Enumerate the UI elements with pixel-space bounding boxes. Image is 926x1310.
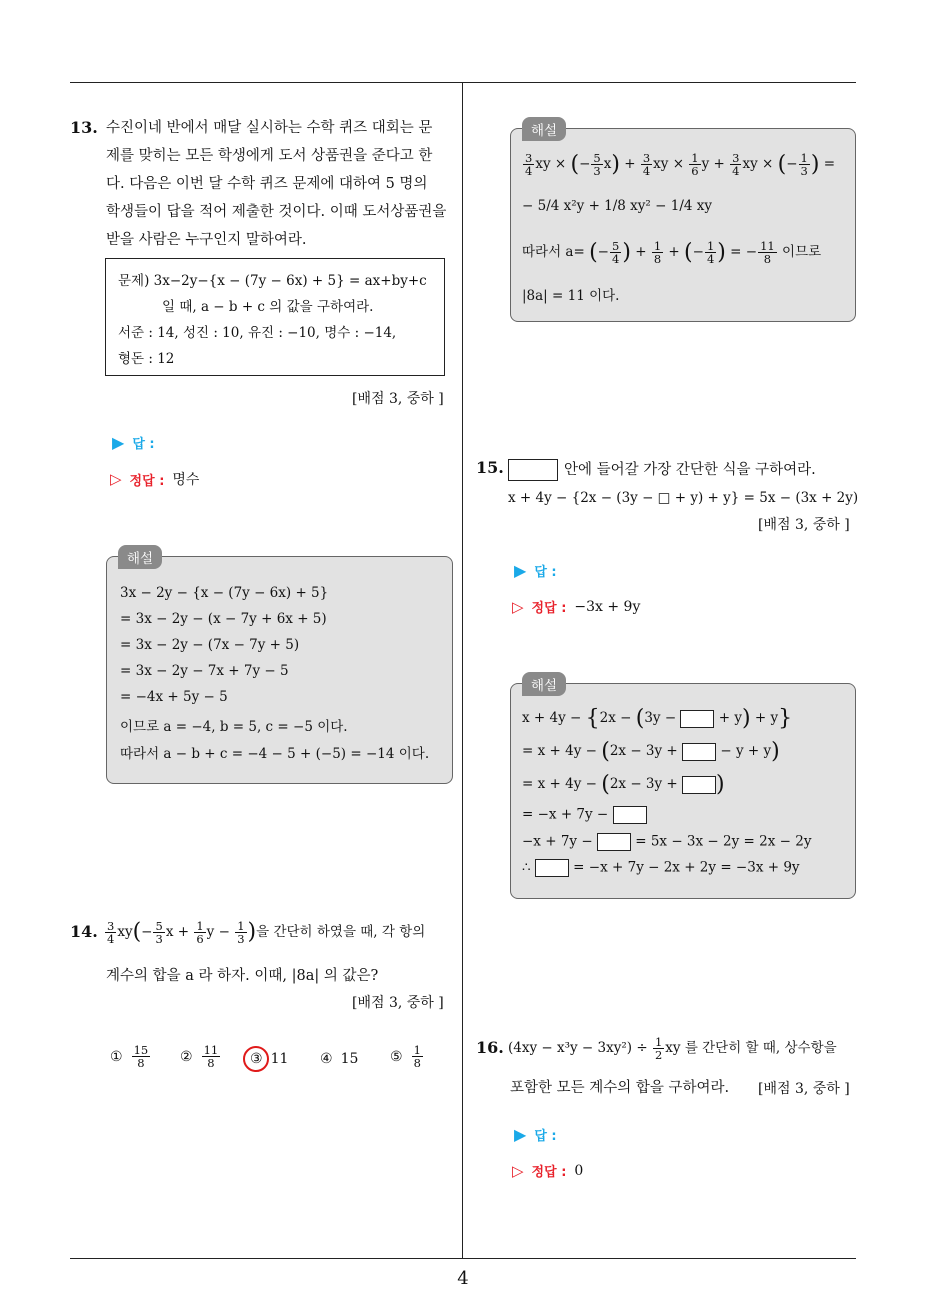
open-triangle-icon: ▷ bbox=[512, 597, 524, 616]
q14-sol-line-2: − 5/4 x²y + 1/8 xy² − 1/4 xy bbox=[522, 198, 712, 214]
q13-answer-row[interactable] bbox=[112, 433, 155, 452]
q15-correct-row bbox=[512, 597, 640, 616]
q15-correct-label: 정답 : bbox=[531, 601, 567, 616]
q13-box-line-4: 형돈 : 12 bbox=[118, 351, 175, 367]
q16-meta: [배점 3, 중하 ] bbox=[758, 1081, 850, 1097]
q14-choice-5[interactable]: ⑤ $\frac{1}{8}$ bbox=[390, 1043, 421, 1070]
q15-sol-line-2: = x + 4y − (2x − 3y + − y + y) bbox=[522, 739, 780, 764]
q13-sol-line-6: 이므로 a = −4, b = 5, c = −5 이다. bbox=[120, 719, 348, 735]
q16-answer-row[interactable] bbox=[514, 1125, 557, 1144]
column-divider bbox=[462, 82, 463, 1258]
q14-choice-3[interactable]: ③ 11 bbox=[250, 1051, 289, 1067]
q13-line-2: 제를 맞히는 모든 학생에게 도서 상품권을 준다고 한 bbox=[106, 148, 433, 164]
open-triangle-icon: ▷ bbox=[512, 1161, 524, 1180]
q13-sol-line-7: 따라서 a − b + c = −4 − 5 + (−5) = −14 이다. bbox=[120, 746, 430, 762]
q15-correct-value: −3x + 9y bbox=[574, 598, 641, 615]
q15-number: 15. bbox=[476, 458, 504, 477]
q15-solution-tag: 해설 bbox=[522, 672, 566, 696]
open-triangle-icon: ▷ bbox=[110, 470, 122, 488]
q13-problem-box bbox=[105, 258, 445, 376]
q15-answer-row[interactable] bbox=[514, 561, 557, 580]
play-icon: ▶ bbox=[514, 1125, 527, 1144]
q14-choice-1[interactable]: ① $\frac{15}{8}$ bbox=[110, 1043, 149, 1070]
q14-number: 14. bbox=[70, 922, 98, 941]
q13-box-line-3: 서준 : 14, 성진 : 10, 유진 : −10, 명수 : −14, bbox=[118, 325, 397, 341]
q13-line-5: 받을 사람은 누구인지 말하여라. bbox=[106, 232, 307, 248]
q13-sol-line-4: = 3x − 2y − 7x + 7y − 5 bbox=[120, 663, 289, 679]
q13-number: 13. bbox=[70, 118, 98, 137]
q13-line-4: 학생들이 답을 적어 제출한 것이다. 이때 도서상품권을 bbox=[106, 204, 447, 220]
q16-correct-value: 0 bbox=[574, 1162, 584, 1179]
q16-text-b: xy 를 간단히 할 때, 상수항을 bbox=[665, 1040, 837, 1056]
q13-sol-line-1: 3x − 2y − {x − (7y − 6x) + 5} bbox=[120, 585, 329, 601]
q13-text bbox=[106, 114, 456, 254]
page-number: 4 bbox=[457, 1268, 469, 1289]
q13-sol-line-2: = 3x − 2y − (x − 7y + 6x + 5) bbox=[120, 611, 327, 627]
q15-sol-line-6: ∴ = −x + 7y − 2x + 2y = −3x + 9y bbox=[522, 859, 800, 876]
q13-answer-label: 답 : bbox=[132, 437, 155, 452]
q16-line-2: 포함한 모든 계수의 합을 구하여라. bbox=[510, 1080, 730, 1096]
q13-meta: [배점 3, 중하 ] bbox=[352, 391, 444, 407]
q13-correct-label: 정답 : bbox=[129, 473, 165, 489]
q13-line-1: 수진이네 반에서 매달 실시하는 수학 퀴즈 대회는 문 bbox=[106, 120, 433, 136]
q14-choice-4[interactable]: ④ 15 bbox=[320, 1051, 359, 1067]
q15-sol-line-3: = x + 4y − (2x − 3y + ) bbox=[522, 772, 725, 797]
top-rule bbox=[70, 82, 856, 83]
q14-solution-tag: 해설 bbox=[522, 117, 566, 141]
q13-correct-row bbox=[110, 469, 199, 489]
q14-sol-line-1: $\frac{3}{4}$ xy × (− $\frac{5}{3}$ x) + $\frac{3}{4}$ xy × $\frac{1}{6}$ y + $\frac{3}{4}$ xy × (− $\frac{1}{3}$ ) = bbox=[525, 151, 836, 178]
q15-blank-box bbox=[508, 459, 558, 481]
play-icon: ▶ bbox=[112, 433, 125, 452]
q13-sol-line-5: = −4x + 5y − 5 bbox=[120, 689, 228, 705]
q15-answer-label: 답 : bbox=[534, 565, 557, 580]
q15-meta: [배점 3, 중하 ] bbox=[758, 517, 850, 533]
q14-meta: [배점 3, 중하 ] bbox=[352, 995, 444, 1011]
q14-expression: $\frac{3}{4}$ xy(− $\frac{5}{3}$ x + $\frac{1}{6}$ y − $\frac{1}{3}$ )을 간단히 하였을 때, 각 항의 bbox=[107, 919, 426, 946]
q15-sol-line-5: −x + 7y − = 5x − 3x − 2y = 2x − 2y bbox=[522, 833, 812, 850]
q13-box-line-2: 일 때, a − b + c 의 값을 구하여라. bbox=[162, 299, 374, 315]
q14-text-a: 을 간단히 하였을 때, 각 항의 bbox=[256, 924, 426, 940]
q13-sol-line-3: = 3x − 2y − (7x − 7y + 5) bbox=[120, 637, 300, 653]
q13-box-line-1: 문제) 3x−2y−{x − (7y − 6x) + 5} = ax+by+c bbox=[118, 273, 427, 289]
q14-sol-line-3: 따라서 a= (− $\frac{5}{4}$ ) + $\frac{1}{8}$ + (− $\frac{1}{4}$ ) = − $\frac{11}{8}$ 이므로 bbox=[522, 239, 822, 266]
q16-correct-row bbox=[512, 1161, 583, 1180]
q13-correct-value: 명수 bbox=[172, 472, 200, 488]
q16-answer-label: 답 : bbox=[534, 1129, 557, 1144]
q16-expression: (4xy − x³y − 3xy²) ÷ $\frac{1}{2}$ xy 를 간단히 할 때, 상수항을 bbox=[508, 1035, 837, 1062]
q15-sol-line-1: x + 4y − {2x − (3y − + y) + y} bbox=[522, 706, 793, 731]
q15-text-row: 안에 들어갈 가장 간단한 식을 구하여라. bbox=[508, 456, 816, 484]
q13-solution-tag: 해설 bbox=[118, 545, 162, 569]
q15-sol-line-4: = −x + 7y − bbox=[522, 806, 647, 824]
play-icon: ▶ bbox=[514, 561, 527, 580]
q13-line-3: 다. 다음은 이번 달 수학 퀴즈 문제에 대하여 5 명의 bbox=[106, 176, 428, 192]
bottom-rule bbox=[70, 1258, 856, 1259]
q14-line-2: 계수의 합을 a 라 하자. 이때, |8a| 의 값은? bbox=[106, 968, 379, 984]
q16-correct-label: 정답 : bbox=[531, 1165, 567, 1180]
q14-sol-line-4: |8a| = 11 이다. bbox=[522, 288, 620, 304]
q15-equation: x + 4y − {2x − (3y − □ + y) + y} = 5x − (3x + 2y) bbox=[508, 490, 859, 506]
q14-choice-2[interactable]: ② $\frac{11}{8}$ bbox=[180, 1043, 219, 1070]
q16-number: 16. bbox=[476, 1038, 504, 1057]
